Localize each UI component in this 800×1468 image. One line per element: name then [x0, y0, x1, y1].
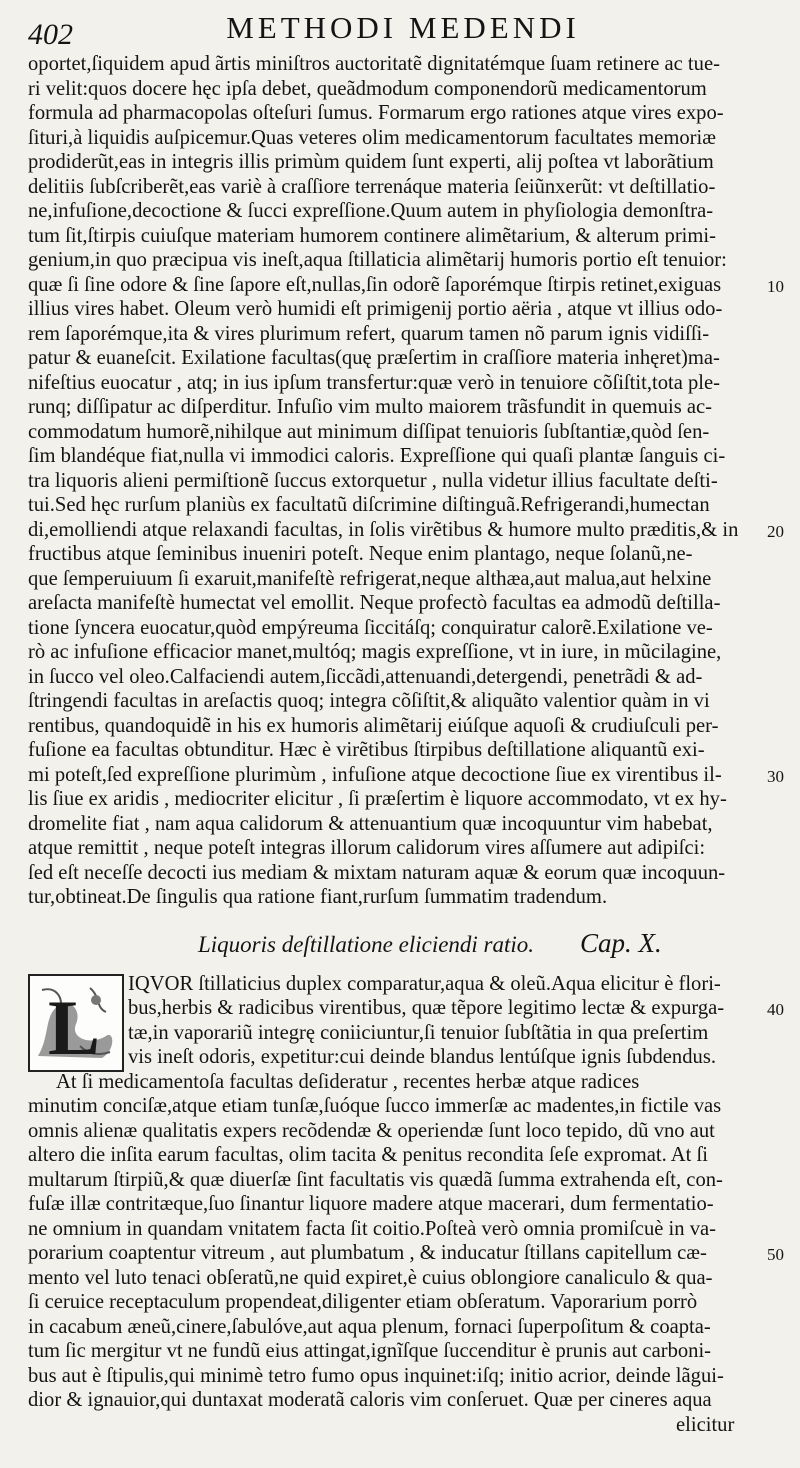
text-line: tur,obtineat.De ſingulis qua ratione fiant,rurſum ſummatim tradendum.	[28, 886, 608, 908]
text-line: commodatum humorẽ,nihilque aut minimum diſſipat tenuioris ſubſtantiæ,quòd ſen-	[28, 420, 710, 443]
text-line: prodiderũt,eas in integris illis primùm quidem ſunt experti, alij poſtea vt laborãtium	[28, 151, 714, 173]
text-line: ſi ceruice receptaculum propendeat,diligenter etiam obſeratum. Vaporarium porrò	[28, 1291, 698, 1313]
text-line: tum ſit,ſtirpis cuiuſque materiam humorem continere alimẽtarium, & alterum primi-	[28, 224, 716, 247]
paragraph-3	[28, 1070, 784, 1438]
text-line: in cacabum æneũ,cinere,ſabulóve,aut aqua plenum, fornaci ſuperpoſitum & coapta-	[28, 1315, 711, 1338]
chapter-title: Liquoris deſtillatione eliciendi ratio.	[198, 931, 535, 957]
text-line: vis ineſt odoris, expetitur:cui deinde blandus lentúſque ignis ſubdendus.	[128, 1046, 716, 1068]
running-head: METHODI MEDENDI	[226, 10, 580, 45]
text-line: omnis alienæ qualitatis expers recõdendæ & operiendæ ſunt loco tepido, dũ vno aut	[28, 1119, 715, 1142]
text-line: fuſione ea facultas obtunditur. Hæc è virẽtibus ſtirpibus deſtillatione aliquantũ exi-	[28, 739, 705, 761]
chapter-heading	[28, 928, 770, 960]
margin-line-number: 50	[767, 1245, 784, 1264]
margin-line-number: 20	[767, 521, 784, 541]
text-line: oportet,ſiquidem apud ãrtis miniſtros auctoritatẽ dignitatémque ſuam retinere ac tue-	[28, 53, 720, 75]
paragraph-2	[28, 972, 784, 1070]
text-line: tione ſyncera euocatur,quòd empýreuma ſiccitáſq; conquiratur calorẽ.Exilatione ve-	[28, 616, 713, 639]
text-line: rò ac infuſione efficacior manet,multóq; magis expreſſione, vt in iure, in mũcilagine,	[28, 641, 722, 663]
text-line: mento vel luto tenaci obſeratũ,ne quid expiret,è cuius oblongiore canaliculo & qua-	[28, 1266, 713, 1289]
margin-line-number: 40	[767, 1000, 784, 1019]
margin-line-number: 10	[767, 276, 784, 296]
text-line: mi poteſt,ſed expreſſione plurimùm , infuſione atque decoctione ſiue ex virentibus il- 30	[28, 763, 770, 788]
text-line: elicitur	[676, 1413, 735, 1436]
text-line: bus aut è ſtipulis,qui minimè tetro fumo opus inquinet:iſq; initio acrior, deinde lãgui-	[28, 1364, 724, 1387]
text-line: tra liquoris alieni permiſtionẽ ſuccus extorquetur , nulla videtur illius facultate deſti-	[28, 469, 718, 492]
text-line: porarium coaptentur vitreum , aut plumbatum , & inducatur ſtillans capitellum cæ- 50	[28, 1241, 770, 1266]
main-text	[28, 52, 784, 1437]
text-line: di,emolliendi atque relaxandi facultas, in ſolis virẽtibus & humore multo præditis,& in 20	[28, 518, 770, 543]
lead-word: IQVOR	[128, 972, 194, 995]
text-line: genium,in quo præcipua vis ineſt,aqua ſtillaticia alimẽtarij humoris portio eſt tenuior:	[28, 249, 727, 271]
text-line: ne,infuſione,decoctione & ſucci expreſſione.Quum autem in phyſiologia demonſtra-	[28, 200, 714, 222]
text-line: dior & ignauior,qui duntaxat moderatã caloris vim conſeruet. Quæ per cineres aqua	[28, 1389, 712, 1411]
text-line: altero die inſita earum facultas, olim tacita & penitus recondita ſeſe expromat. At ſi	[28, 1144, 708, 1166]
text-line: atque remittit , neque poteſt integras illorum calidorum vires aſſumere aut adipiſci:	[28, 837, 706, 859]
text-line: ne omnium in quandam vnitatem facta ſit coitio.Poſteà verò omnia promiſcuè in va-	[28, 1217, 716, 1240]
text-line: formula ad pharmacopolas oſteſuri ſumus. Formarum ergo rationes atque vires expo-	[28, 102, 724, 124]
text-line: bus,herbis & radicibus virentibus, quæ tẽpore legitimo lectæ & expurga- 40	[28, 996, 770, 1021]
text-line: lis ſiue ex aridis , mediocriter elicitur , ſi præſertim è liquore accommodato, vt ex hy-	[28, 788, 727, 810]
text-line: rentibus, quandoquidẽ in his ex humoris alimẽtarij eiúſque aquoſi & crudiuſculi per-	[28, 714, 719, 737]
chapter-label: Cap. X.	[580, 927, 662, 958]
text-line: multarum ſtirpiũ,& quæ diuerſæ ſint facultatis vis quædã ſumma extrahenda eſt, con-	[28, 1168, 723, 1191]
text-line: dromelite fiat , nam aqua calidorum & attenuantium quæ incoquuntur vim habebat,	[28, 812, 713, 835]
text-line: ſtringendi facultas in areſactis quoq; integra cõſiſtit,& aliquãto valentior quàm in vi	[28, 690, 710, 712]
text-line: tæ,in vaporariũ integrę coniiciuntur,ſi tenuior ſubſtãtia in qua preſertim	[128, 1021, 709, 1044]
text-line: ſituri,à liquidis auſpicemur.Quas veteres olim medicamentorum facultates memoriæ	[28, 126, 716, 149]
text-line: in ſucco vel oleo.Calfaciendi autem,ſiccãdi,attenuandi,detergendi, penetrãdi & ad-	[28, 665, 703, 688]
text-line: fuſæ illæ contritæque,ſuo ſinantur liquore madere atque macerari, dum fermentatio-	[28, 1193, 714, 1215]
text-line: IQVOR ſtillaticius duplex comparatur,aqua & oleũ.Aqua elicitur è flori-	[128, 972, 721, 995]
text-line: tui.Sed hęc rurſum planiùs ex facultatũ diſcrimine diſtinguã.Refrigerandi,humectan	[28, 494, 710, 516]
drop-cap-letter: L	[48, 983, 101, 1070]
text-line: runq; diſſipatur ac diſperditur. Infuſio vim multo maiorem trãsfundit in quemuis ac-	[28, 396, 713, 418]
text-line: quæ ſi ſine odore & ſine ſapore eſt,nullas,ſin odorẽ ſaporémque ſtirpis retinet,exiguas 10	[28, 273, 770, 298]
text-line: delitiis ſubſcriberẽt,eas variè à craſſiore terrenáque materia ſeiũnxerũt: vt deſtillatio-	[28, 175, 716, 198]
text-line: illius vires habet. Oleum verò humidi eſt primigenij portio aëria , atque vt illius odo-	[28, 298, 723, 320]
text-line: areſacta manifeſtè humectat vel emollit. Neque profectò facultas ea admodũ deſtilla-	[28, 592, 721, 614]
margin-line-number: 30	[767, 766, 784, 786]
page-header	[28, 6, 778, 52]
text-line: nifeſtius euocatur , atq; in ius ipſum transfertur:quæ verò in tenuiore cõſiſtit,tota ple-	[28, 371, 721, 394]
text-line: ſed eſt neceſſe decocti ius mediam & mixtam naturam aquæ & eorum quæ incoquun-	[28, 861, 726, 884]
text-line: ſim blandéque fiat,nulla vi immodici caloris. Expreſſione qui quaſi plantæ ſanguis ci-	[28, 445, 726, 467]
text-line: At ſi medicamentoſa facultas deſideratur , recentes herbæ atque radices	[56, 1070, 640, 1093]
text-line: que ſemperuiuum ſi exaruit,manifeſtè refrigerat,neque althæa,aut malua,aut helxine	[28, 567, 712, 590]
text-line: tum ſic mergitur vt ne fundũ eius attingat,ignĩſque ſuccenditur è prunis aut carboni-	[28, 1340, 712, 1362]
text-line: ri velit:quos docere hęc ipſa debet, queãdmodum componendorũ medicamentorum	[28, 77, 707, 100]
paragraph-1	[28, 52, 784, 910]
text-line: fructibus atque ſeminibus inueniri poteſt. Neque enim plantago, neque ſolanũ,ne-	[28, 543, 693, 565]
page-number: 402	[28, 18, 73, 51]
text-line: rem ſaporémque,ita & vires plurimum refert, quarum tamen nõ parum ignis vidiſſi-	[28, 322, 710, 345]
text-line: minutim conciſæ,atque etiam tunſæ,ſuóque ſucco immerſæ ac madentes,in fictile vas	[28, 1095, 722, 1117]
text-line: patur & euaneſcit. Exilatione facultas(quę præſertim in craſſiore materia inhęret)ma-	[28, 347, 720, 369]
